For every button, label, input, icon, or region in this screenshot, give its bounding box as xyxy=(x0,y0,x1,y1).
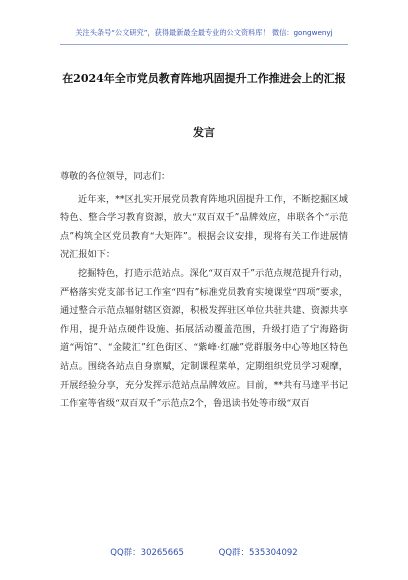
footer xyxy=(0,546,408,558)
document-title: 在2024年全市党员教育阵地巩固提升工作推进会上的汇报 xyxy=(62,72,346,85)
header-banner: 关注头条号“公文研究”，获得最新最全最专业的公文资料库！ 微信：gongwenyj xyxy=(75,28,333,37)
paragraph-intro: 近年来，**区扎实开展党员教育阵地巩固提升工作，不断挖掘区域特色、整合学习教育资源，放大“双百双千”品牌效应，串联各个“示范点”构筑全区党员教育“大矩阵”。根据会议安排，现将有关工作进展情况汇报如下： xyxy=(60,193,348,261)
paragraph-section-1: 挖掘特色，打造示范站点。深化“双百双千”示范点规范提升行动，严格落实党支部书记工作室“四有”标准党员教育实境课堂“四项”要求，通过整合示范点辐射辖区资源，积极发挥驻区单位共驻共建、资源共享作用，提升站点硬件设施、拓展活动覆盖范围，升级打造了宁海路街道“两馆”、“金陵汇”红色街区、“紫峰·红融”党群服务中心等地区特色站点。围绕各站点自身禀赋，定制课程菜单，定期组织党员学习观摩，开展经验分享，充分发挥示范站点品牌效应。目前，**共有马達平书记工作室等省级“双百双千”示范点2个，鲁迅读书处等市级“双百 xyxy=(60,267,348,410)
document-title-continued: 发言 xyxy=(193,126,215,139)
qq-group-1: QQ群：30265665 xyxy=(110,548,184,558)
qq-group-2: QQ群：535304092 xyxy=(218,548,298,558)
greeting: 尊敬的各位领导，同志们： xyxy=(60,171,171,182)
document-body xyxy=(60,168,348,414)
header-divider xyxy=(60,44,348,45)
